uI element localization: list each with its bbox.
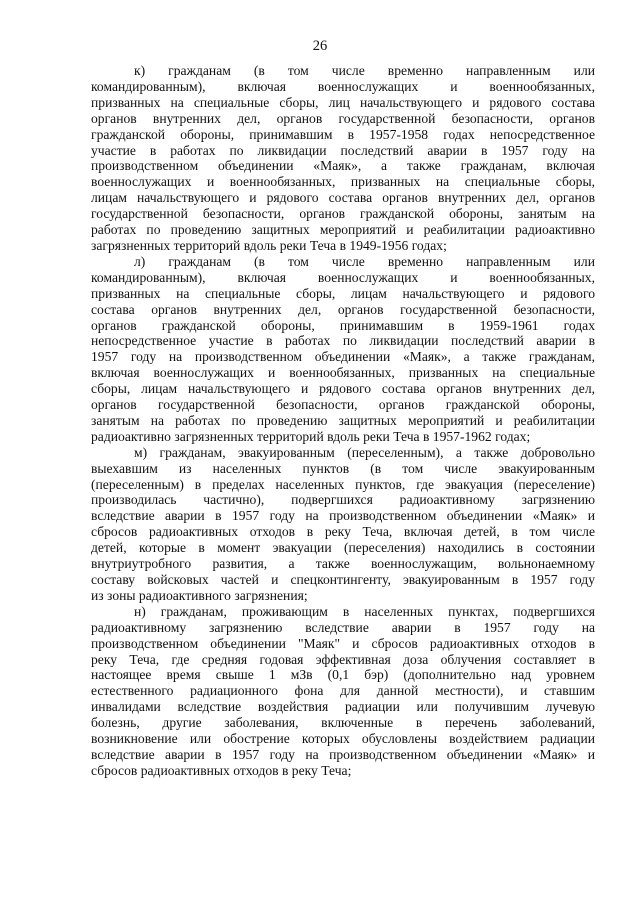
text-line: детей, которые в момент эвакуации (переселения) находились в состоянии [91, 540, 595, 556]
text-line: вследствие аварии в 1957 году на производственном объединении «Маяк» и [91, 508, 595, 524]
text-line: органов гражданской обороны, принимавшим в 1959-1961 годах [91, 317, 595, 333]
text-line: лицам начальствующего и рядового состава органов внутренних дел, органов [91, 190, 595, 206]
paragraph-n [91, 604, 595, 779]
text-line: реку Теча, где средняя годовая эффективная доза облучения составляет в [91, 651, 595, 667]
text-line: состава органов внутренних дел, органов государственной безопасности, [91, 301, 595, 317]
text-line: сборы, лицам начальствующего и рядового состава органов внутренних дел, [91, 381, 595, 397]
text-line: л) гражданам (в том числе временно направленным или [134, 253, 595, 269]
text-line: составу войсковых частей и спецконтингенту, эвакуированным в 1957 году [91, 572, 595, 587]
page-number: 26 [312, 38, 328, 54]
text-line: производственном объединении «Маяк», а также гражданам, включая [91, 158, 595, 174]
text-line: (переселенным) в пределах населенных пунктов, где эвакуация (переселение) [91, 476, 595, 492]
text-line: государственной безопасности, органов гражданской обороны, занятым на [91, 206, 595, 222]
text-line: призванных на специальные сборы, лиц начальствующего и рядового состава [91, 94, 595, 110]
text-line: военнослужащих и военнообязанных, призванных на специальные сборы, [91, 174, 595, 190]
text-line: 1957 году на производственном объединении «Маяк», а также гражданам, [91, 349, 595, 365]
text-line: участие в работах по ликвидации последствий аварии в 1957 году на [91, 142, 595, 158]
text-line: н) гражданам, проживающим в населенных пунктах, подвергшихся [134, 603, 595, 619]
document-body [91, 63, 595, 779]
text-line: включая военнослужащих и военнообязанных, призванных на специальные [91, 365, 595, 381]
text-line: производилась частично), подвергшихся радиоактивному загрязнению [91, 492, 595, 508]
text-line: из зоны радиоактивного загрязнения; [91, 587, 308, 603]
text-line: призванных на специальные сборы, лицам начальствующего и рядового [91, 285, 595, 301]
text-line: непосредственное участие в работах по ликвидации последствий аварии в [91, 333, 595, 349]
text-line: органов государственной безопасности, органов гражданской обороны, [91, 397, 595, 413]
text-line: инвалидами вследствие воздействия радиации или получившим лучевую [91, 699, 595, 715]
text-line: к) гражданам (в том числе временно направленным или [134, 63, 595, 78]
text-line: производственном объединении "Маяк" и сбросов радиоактивных отходов в [91, 635, 595, 651]
text-line: загрязненных территорий вдоль реки Теча в 1949-1956 годах; [91, 237, 447, 253]
paragraph-l [91, 254, 595, 445]
text-line: командированным), включая военнослужащих и военнообязанных, [91, 269, 595, 285]
text-line: радиоактивному загрязнению вследствие аварии в 1957 году на [91, 619, 595, 635]
text-line: работах по проведению защитных мероприятий и реабилитации радиоактивно [91, 222, 595, 238]
text-line: естественного радиационного фона для данной местности), и ставшим [91, 683, 595, 699]
text-line: выехавшим из населенных пунктов (в том числе эвакуированным [91, 460, 595, 476]
text-line: органов внутренних дел, органов государственной безопасности, органов [91, 110, 595, 126]
text-line: вследствие аварии в 1957 году на производственном объединении «Маяк» и [91, 746, 595, 762]
text-line: внутриутробного развития, а также военнослужащим, вольнонаемному [91, 556, 595, 572]
paragraph-k [91, 63, 595, 254]
text-line: гражданской обороны, принимавшим в 1957-1958 годах непосредственное [91, 126, 595, 142]
text-line: сбросов радиоактивных отходов в реку Теча, включая детей, в том числе [91, 524, 595, 540]
text-line: сбросов радиоактивных отходов в реку Теча; [91, 762, 352, 778]
text-line: занятым на работах по проведению защитных мероприятий и реабилитации [91, 412, 595, 428]
text-line: радиоактивно загрязненных территорий вдоль реки Теча в 1957-1962 годах; [91, 428, 531, 444]
text-line: командированным), включая военнослужащих и военнообязанных, [91, 78, 595, 94]
paragraph-m [91, 445, 595, 604]
text-line: болезнь, другие заболевания, включенные в перечень заболеваний, [91, 715, 595, 731]
text-line: настоящее время свыше 1 мЗв (0,1 бэр) (дополнительно над уровнем [91, 667, 595, 683]
text-line: м) гражданам, эвакуированным (переселенным), а также добровольно [134, 444, 595, 460]
text-line: возникновение или обострение которых обусловлены воздействием радиации [91, 731, 595, 747]
